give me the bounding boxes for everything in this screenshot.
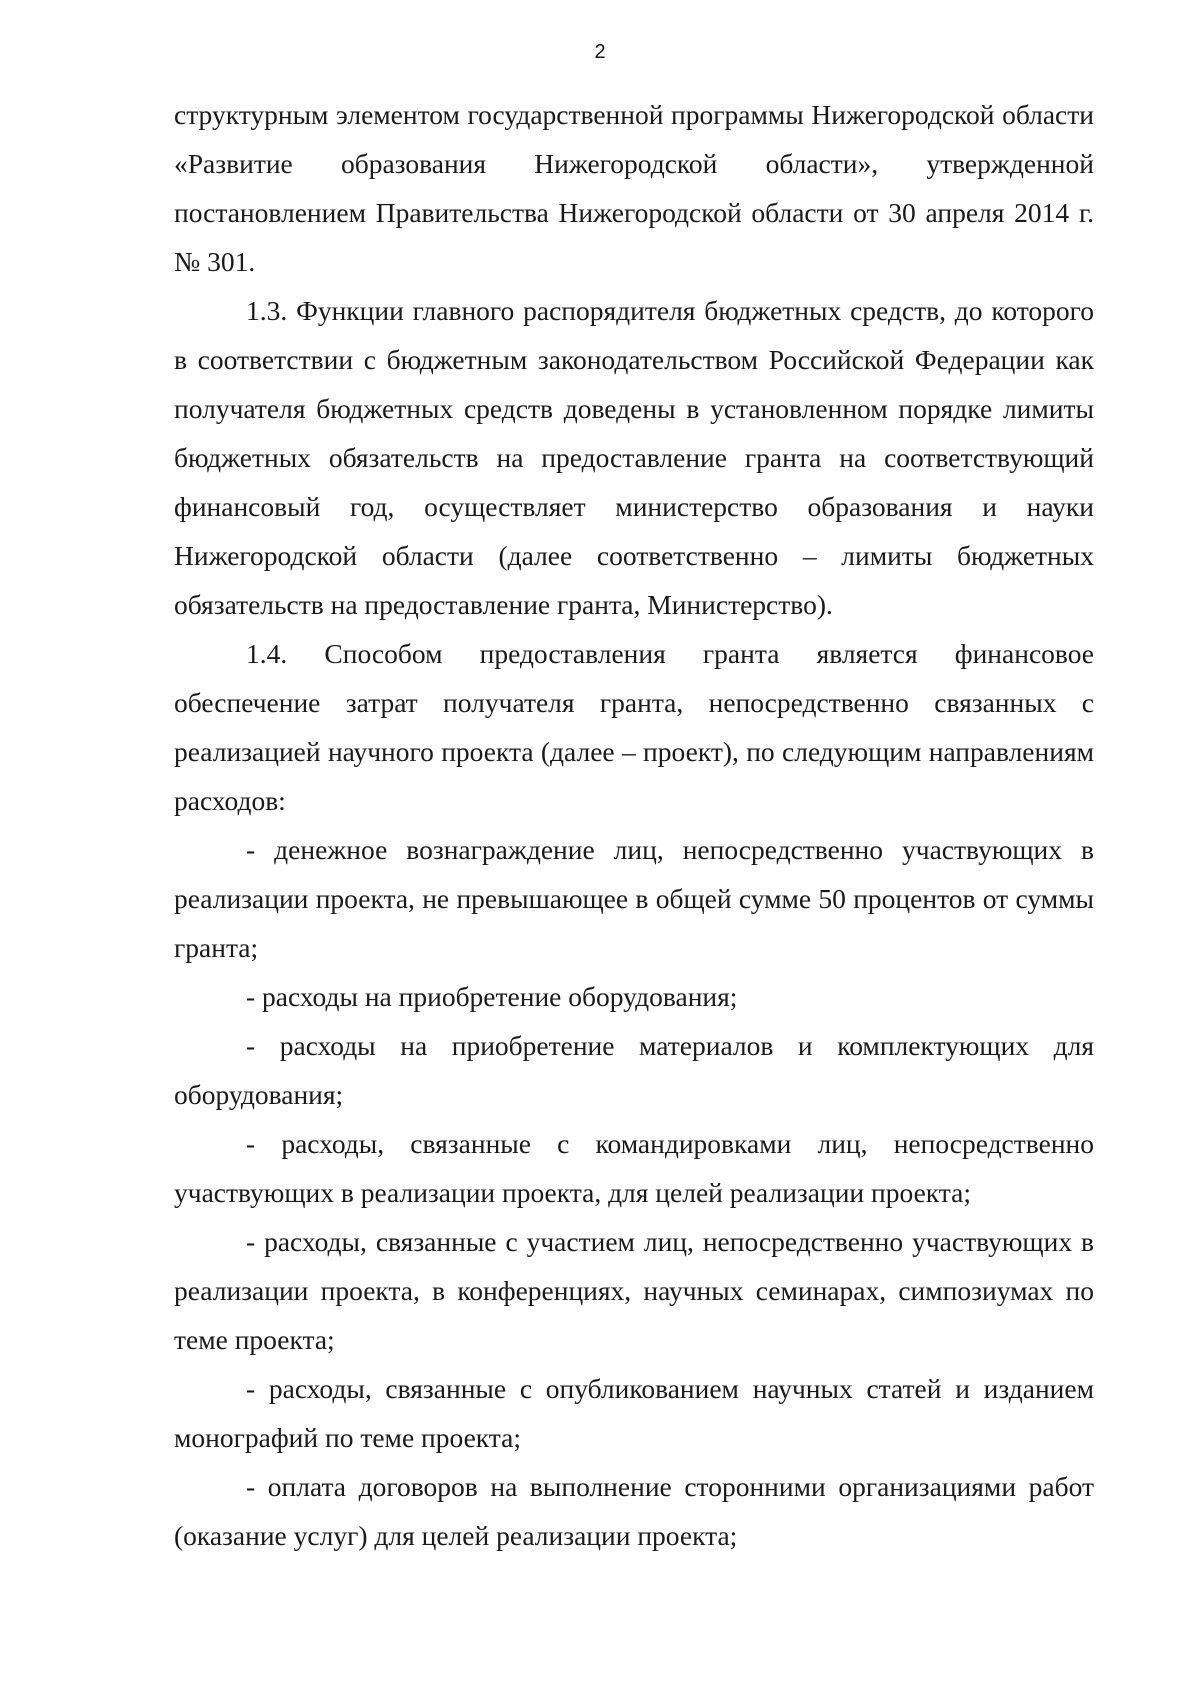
- page-number: 2: [594, 41, 606, 63]
- list-item-conferences: - расходы, связанные с участием лиц, непосредственно участвующих в реализации проекта, в конференциях, научных семинарах, симпозиумах по теме проекта;: [174, 1226, 1094, 1355]
- list-item-remuneration: - денежное вознаграждение лиц, непосредственно участвующих в реализации проекта, не превышающее в общей сумме 50 процентов от суммы гранта;: [174, 834, 1094, 963]
- document-body: [174, 90, 1094, 1560]
- paragraph-intro-continuation: структурным элементом государственной программы Нижегородской области «Развитие образования Нижегородской области», утвержденной постановлением Правительства Нижегородской области от 30 апреля 2014 г. № 301.: [174, 99, 1094, 277]
- paragraph-1-3: 1.3. Функции главного распорядителя бюджетных средств, до которого в соответствии с бюджетным законодательством Российской Федерации как получателя бюджетных средств доведены в установленном порядке лимиты бюджетных обязательств на предоставление гранта на соответствующий финансовый год, осуществляет министерство образования и науки Нижегородской области (далее соответственно – лимиты бюджетных обязательств на предоставление гранта, Министерство).: [174, 295, 1094, 620]
- list-item-contracts: - оплата договоров на выполнение сторонними организациями работ (оказание услуг) для целей реализации проекта;: [174, 1471, 1094, 1551]
- list-item-materials: - расходы на приобретение материалов и комплектующих для оборудования;: [174, 1030, 1094, 1110]
- list-item-business-trips: - расходы, связанные с командировками лиц, непосредственно участвующих в реализации проекта, для целей реализации проекта;: [174, 1128, 1094, 1208]
- list-item-publications: - расходы, связанные с опубликованием научных статей и изданием монографий по теме проекта;: [174, 1373, 1094, 1453]
- paragraph-1-4: 1.4. Способом предоставления гранта является финансовое обеспечение затрат получателя гранта, непосредственно связанных с реализацией научного проекта (далее – проект), по следующим направлениям расходов:: [174, 638, 1094, 816]
- list-item-equipment: - расходы на приобретение оборудования;: [246, 981, 738, 1012]
